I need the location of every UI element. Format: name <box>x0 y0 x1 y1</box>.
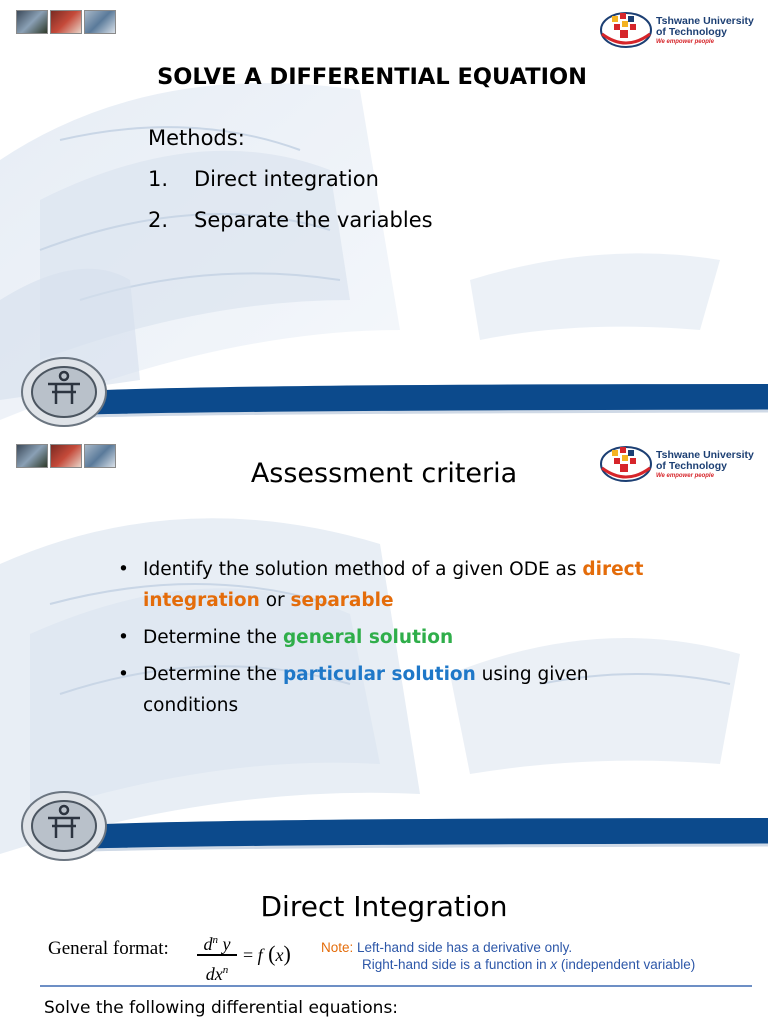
list-item <box>148 159 433 200</box>
criteria-text: Identify the solution method of a given ODE as <box>143 559 583 580</box>
slide-title: SOLVE A DIFFERENTIAL EQUATION <box>157 64 587 90</box>
university-tagline: We empower people <box>656 473 714 479</box>
eq-exponent: n <box>212 934 218 946</box>
note-variable: x <box>550 957 558 972</box>
eq-symbol: = <box>243 945 258 965</box>
university-name-line2: of Technology <box>656 26 727 38</box>
list-item <box>118 554 678 616</box>
slide-3 <box>0 868 768 1024</box>
equation-rhs: = f (x) <box>243 941 291 966</box>
list-item <box>148 200 433 241</box>
note-text: Right-hand side is a function in <box>362 957 551 972</box>
slide-title: Direct Integration <box>260 890 508 923</box>
derivative-fraction <box>197 928 237 982</box>
university-tagline: We empower people <box>656 39 714 45</box>
item-text: Separate the variables <box>194 208 433 232</box>
eq-symbol: d <box>203 934 213 954</box>
fraction-bar <box>197 954 237 956</box>
university-name-line1: Tshwane University <box>656 15 754 27</box>
note-label: Note: <box>321 940 354 955</box>
list-item <box>118 622 678 653</box>
general-format-label: General format: <box>48 938 169 959</box>
list-item <box>118 659 678 721</box>
criteria-text: using given conditions <box>143 664 589 716</box>
criteria-list <box>118 554 678 727</box>
fraction-denominator <box>197 958 237 982</box>
eq-symbol: y <box>218 934 231 954</box>
instruction-text: Solve the following differential equations: <box>44 998 399 1018</box>
slide-1 <box>0 0 768 432</box>
eq-symbol: dx <box>205 963 223 984</box>
item-text: Direct integration <box>194 167 379 191</box>
item-number: 2. <box>148 208 169 232</box>
eq-symbol: f <box>257 945 263 965</box>
methods-heading: Methods: <box>148 126 245 150</box>
criteria-text: or <box>259 590 291 611</box>
slide-title: Assessment criteria <box>250 458 518 489</box>
highlight-particular-solution: particular solution <box>282 664 476 685</box>
eq-exponent: n <box>222 963 229 976</box>
note-line-2 <box>321 956 695 973</box>
slide-2 <box>0 434 768 866</box>
university-name-line2: of Technology <box>656 460 727 472</box>
university-name-line1: Tshwane University <box>656 449 754 461</box>
divider <box>40 985 752 987</box>
eq-symbol: x <box>275 945 284 965</box>
highlight-separable: separable <box>290 590 394 611</box>
criteria-text: Determine the <box>143 627 283 648</box>
item-number: 1. <box>148 167 169 191</box>
highlight-direct-integration: direct integration <box>143 559 644 611</box>
note-box <box>321 939 695 973</box>
note-line-1: Left-hand side has a derivative only. <box>353 940 573 955</box>
note-text: (independent variable) <box>557 957 696 972</box>
highlight-general-solution: general solution <box>282 627 454 648</box>
fraction-numerator <box>197 928 237 952</box>
criteria-text: Determine the <box>143 664 283 685</box>
methods-list <box>148 118 433 241</box>
